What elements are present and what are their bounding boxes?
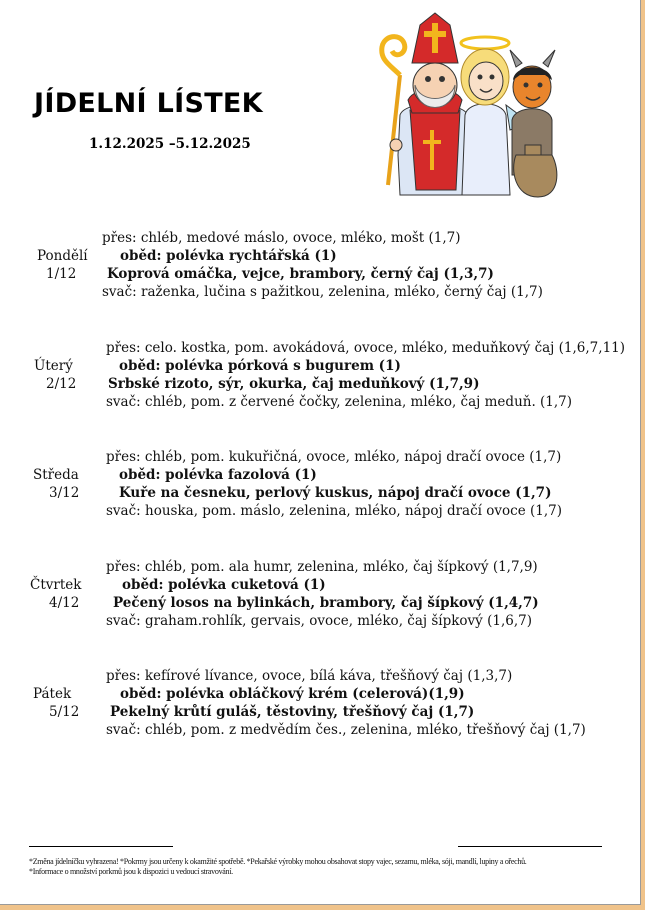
page-border-bottom	[0, 905, 645, 910]
soup-text: polévka obláčkový krém (celerová)(1,9)	[166, 686, 465, 702]
lunch-label: oběd:	[120, 248, 162, 264]
breakfast-text: chléb, pom. ala humr, zelenina, mléko, čaj šípkový (1,7,9)	[144, 559, 538, 575]
breakfast-line	[106, 559, 538, 575]
snack-line	[106, 503, 562, 519]
devil-figure	[510, 50, 557, 197]
snack-text: raženka, lučina s pažitkou, zelenina, mléko, černý čaj (1,7)	[141, 284, 543, 300]
soup-text: polévka cuketová (1)	[168, 577, 326, 593]
snack-label: svač:	[106, 394, 141, 410]
soup-text: polévka fazolová (1)	[165, 467, 317, 483]
day-friday	[0, 666, 640, 746]
lunch-main-line: Kuře na česneku, perlový kuskus, nápoj dračí ovoce (1,7)	[119, 485, 552, 501]
lunch-soup-line	[119, 467, 317, 483]
page-border-right	[641, 0, 645, 910]
breakfast-line	[106, 340, 625, 356]
day-date: 4/12	[49, 595, 80, 611]
day-date: 3/12	[49, 485, 80, 501]
page-title: JÍDELNÍ LÍSTEK	[34, 88, 263, 119]
snack-line	[106, 394, 572, 410]
breakfast-label: přes:	[106, 559, 141, 575]
breakfast-text: kefírové lívance, ovoce, bílá káva, třešňový čaj (1,3,7)	[144, 668, 513, 684]
day-name: Pondělí	[37, 248, 88, 264]
breakfast-label: přes:	[102, 230, 137, 246]
snack-text: chléb, pom. z medvědím čes., zelenina, mléko, třešňový čaj (1,7)	[145, 722, 586, 738]
day-wednesday	[0, 447, 640, 527]
snack-line	[106, 613, 532, 629]
breakfast-line	[106, 668, 512, 684]
lunch-soup-line	[120, 686, 465, 702]
snack-label: svač:	[106, 613, 141, 629]
breakfast-text: chléb, medové máslo, ovoce, mléko, mošt (1,7)	[140, 230, 461, 246]
day-date: 5/12	[49, 704, 80, 720]
soup-text: polévka pórková s bugurem (1)	[165, 358, 401, 374]
day-tuesday	[0, 338, 640, 418]
lunch-main-line: Pečený losos na bylinkách, brambory, čaj šípkový (1,4,7)	[113, 595, 539, 611]
day-thursday	[0, 557, 640, 637]
footnote-portions: *Informace o množství porkmů jsou k dispozici u vedoucí stravování.	[29, 867, 233, 876]
lunch-soup-line	[120, 248, 337, 264]
breakfast-text: celo. kostka, pom. avokádová, ovoce, mléko, meduňkový čaj (1,6,7,11)	[144, 340, 626, 356]
breakfast-line	[102, 230, 461, 246]
lunch-label: oběd:	[119, 467, 161, 483]
lunch-main-line: Srbské rizoto, sýr, okurka, čaj meduňkový (1,7,9)	[108, 376, 480, 392]
day-name: Pátek	[33, 686, 72, 702]
day-name: Úterý	[34, 358, 73, 374]
day-date: 1/12	[46, 266, 77, 282]
day-date: 2/12	[46, 376, 77, 392]
lunch-main-line: Pekelný krůtí guláš, těstoviny, třešňový čaj (1,7)	[110, 704, 475, 720]
snack-text: graham.rohlík, gervais, ovoce, mléko, čaj šípkový (1,6,7)	[145, 613, 532, 629]
lunch-label: oběd:	[120, 686, 162, 702]
soup-text: polévka rychtářská (1)	[166, 248, 337, 264]
signature-line-right	[458, 846, 602, 847]
snack-label: svač:	[106, 503, 141, 519]
lunch-soup-line	[119, 358, 401, 374]
lunch-label: oběd:	[119, 358, 161, 374]
snack-text: chléb, pom. z červené čočky, zelenina, mléko, čaj meduň. (1,7)	[145, 394, 573, 410]
snack-line	[106, 722, 586, 738]
day-name: Středa	[33, 467, 79, 483]
breakfast-text: chléb, pom. kukuřičná, ovoce, mléko, nápoj dračí ovoce (1,7)	[144, 449, 562, 465]
snack-label: svač:	[106, 722, 141, 738]
signature-line-left	[29, 846, 173, 847]
lunch-soup-line	[122, 577, 326, 593]
lunch-label: oběd:	[122, 577, 164, 593]
snack-label: svač:	[102, 284, 137, 300]
date-range: 1.12.2025 –5.12.2025	[89, 136, 251, 152]
day-monday	[0, 228, 640, 308]
snack-line	[102, 284, 543, 300]
breakfast-label: přes:	[106, 340, 141, 356]
footnote-allergens: *Změna jídelníčku vyhrazena! *Pokrmy jsou určeny k okamžité spotřebě. *Pekařské výrobky mohou obsahovat stopy vajec, sezamu, mléka, sóji, mandlí, lupiny a ořechů.	[29, 857, 527, 866]
breakfast-label: přes:	[106, 449, 141, 465]
lunch-main-line: Koprová omáčka, vejce, brambory, černý čaj (1,3,7)	[107, 266, 494, 282]
breakfast-line	[106, 449, 561, 465]
day-name: Čtvrtek	[30, 577, 82, 593]
snack-text: houska, pom. máslo, zelenina, mléko, nápoj dračí ovoce (1,7)	[145, 503, 563, 519]
saint-nicholas-illustration	[360, 5, 565, 200]
breakfast-label: přes:	[106, 668, 141, 684]
